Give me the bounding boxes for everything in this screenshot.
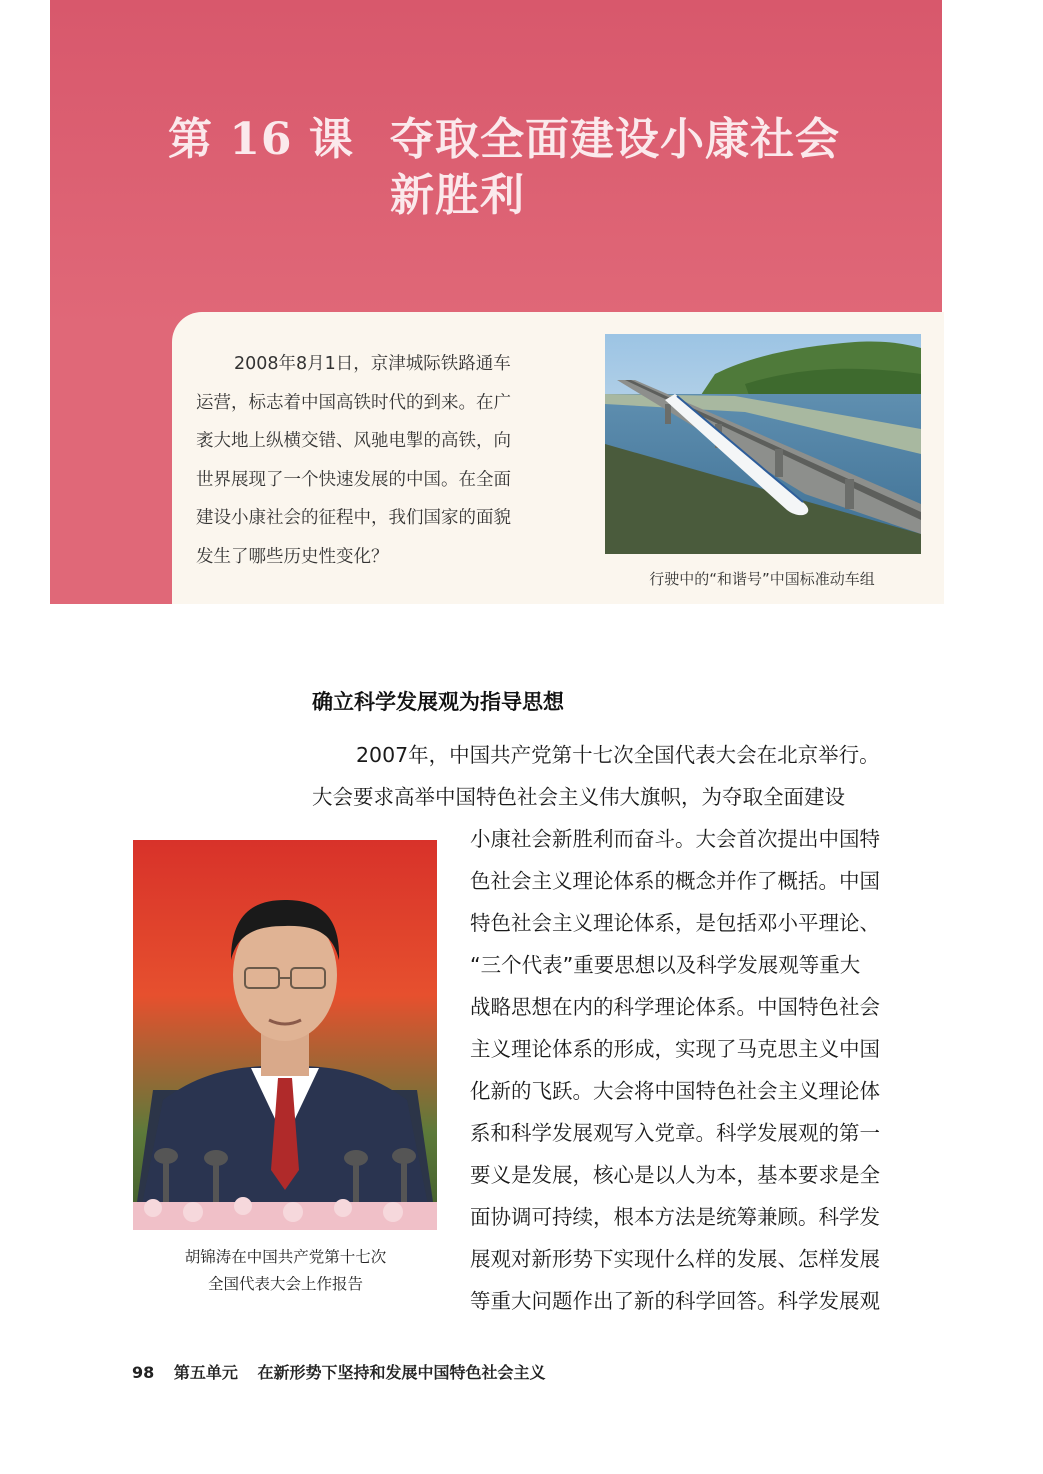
body-line: 2007年，中国共产党第十七次全国代表大会在北京举行。 <box>356 743 880 767</box>
body-line: 等重大问题作出了新的科学回答。科学发展观 <box>470 1289 880 1313</box>
lesson-number: 第 16 课 <box>168 114 354 165</box>
train-photo <box>605 334 921 554</box>
unit-label: 第五单元 <box>173 1363 238 1382</box>
lesson-title-line1: 夺取全面建设小康社会 <box>390 114 840 165</box>
body-line: 化新的飞跃。大会将中国特色社会主义理论体 <box>470 1079 880 1103</box>
intro-text <box>196 345 581 576</box>
page-footer <box>132 1360 559 1383</box>
body-line: 小康社会新胜利而奋斗。大会首次提出中国特 <box>470 827 880 851</box>
portrait-caption-line2: 全国代表大会上作报告 <box>207 1275 363 1293</box>
lesson-title-line2: 新胜利 <box>390 170 525 221</box>
intro-line: 2008年8月1日，京津城际铁路通车 <box>234 354 511 374</box>
intro-line: 运营，标志着中国高铁时代的到来。在广 <box>196 392 511 413</box>
unit-title: 在新形势下坚持和发展中国特色社会主义 <box>257 1363 546 1382</box>
body-line: 战略思想在内的科学理论体系。中国特色社会 <box>470 995 880 1019</box>
intro-line: 发生了哪些历史性变化？ <box>196 546 389 567</box>
portrait-caption-line1: 胡锦涛在中国共产党第十七次 <box>184 1248 387 1266</box>
body-line: 主义理论体系的形成，实现了马克思主义中国 <box>470 1037 880 1061</box>
intro-line: 建设小康社会的征程中，我们国家的面貌 <box>196 508 511 528</box>
page-number: 98 <box>132 1363 155 1382</box>
portrait-caption <box>148 1244 423 1298</box>
body-line: “三个代表”重要思想以及科学发展观等重大 <box>470 953 861 977</box>
intro-line: 袤大地上纵横交错、风驰电掣的高铁，向 <box>196 431 511 451</box>
body-line: 面协调可持续，根本方法是统筹兼顾。科学发 <box>470 1205 880 1229</box>
body-line: 特色社会主义理论体系，是包括邓小平理论、 <box>470 911 880 935</box>
section-heading: 确立科学发展观为指导思想 <box>312 690 564 714</box>
body-line: 系和科学发展观写入党章。科学发展观的第一 <box>470 1121 880 1145</box>
body-line: 展观对新形势下实现什么样的发展、怎样发展 <box>470 1247 880 1271</box>
body-line: 大会要求高举中国特色社会主义伟大旗帜，为夺取全面建设 <box>312 785 845 809</box>
portrait-photo <box>133 840 437 1230</box>
body-line: 色社会主义理论体系的概念并作了概括。中国 <box>470 869 880 893</box>
intro-line: 世界展现了一个快速发展的中国。在全面 <box>196 469 511 490</box>
lesson-title <box>168 112 840 221</box>
train-photo-caption: 行驶中的“和谐号”中国标准动车组 <box>649 570 875 588</box>
body-line: 要义是发展，核心是以人为本，基本要求是全 <box>470 1163 880 1187</box>
